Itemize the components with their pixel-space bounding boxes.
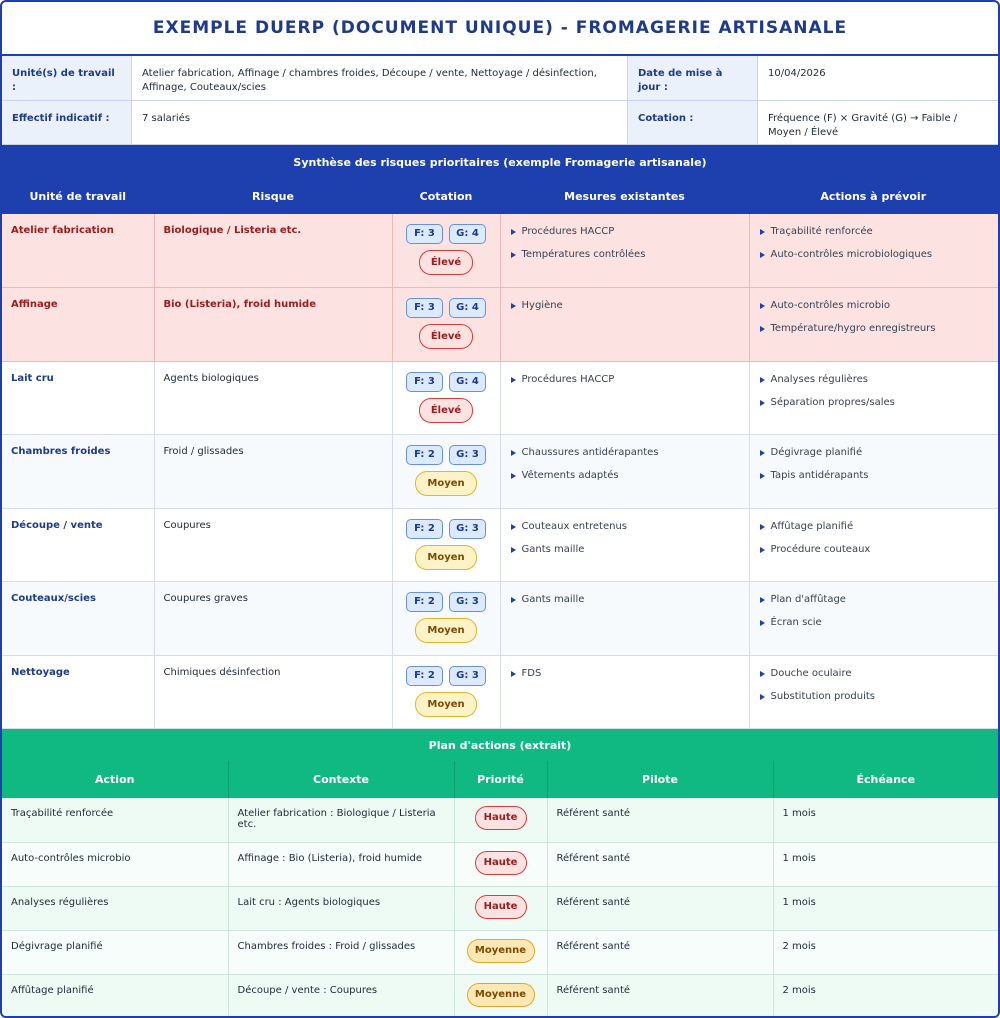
risk-cell [154,288,392,362]
risk-row [2,435,998,509]
plan-row [2,842,998,886]
action-plan-band: Plan d'actions (extrait) [2,729,998,761]
plan-row [2,798,998,842]
risk-row [2,214,998,288]
action-item: Écran scie [759,616,989,630]
unit-cell [2,582,154,656]
frequency-chip: F: 2 [406,666,443,686]
plan-row [2,886,998,930]
action-item: Température/hygro enregistreurs [759,322,989,336]
plan-pilot: Référent santé [547,974,773,1018]
plan-column-header: Pilote [547,761,773,798]
risk-table-body [2,214,998,729]
plan-context: Découpe / vente : Coupures [228,974,454,1018]
unit-cell [2,435,154,509]
action-item: Tapis antidérapants [759,469,989,483]
plan-context: Lait cru : Agents biologiques [228,886,454,930]
plan-due: 1 mois [773,886,998,930]
priority-badge: Haute [475,806,527,830]
actions-list [759,520,989,557]
risk-level-badge: Moyen [415,545,477,570]
frequency-chip: F: 2 [406,519,443,539]
risk-level-badge: Moyen [415,471,477,496]
measure-item: Gants maille [510,593,740,607]
date-label: Date de mise à jour : [628,56,758,101]
work-unit: Découpe / vente [11,519,103,531]
staff-value: 7 salariés [132,101,628,144]
risk-cell [154,435,392,509]
measure-item: Vêtements adaptés [510,469,740,483]
plan-priority-cell [454,886,547,930]
measures-cell [500,655,749,729]
work-unit: Chambres froides [11,446,111,457]
action-item: Douche oculaire [759,667,989,681]
work-unit: Atelier fabrication [11,225,114,236]
risk-column-header: Mesures existantes [500,179,749,214]
action-item: Auto-contrôles microbiologiques [759,248,989,262]
risk-row [2,582,998,656]
measures-list [510,520,740,557]
plan-row [2,930,998,974]
frequency-gravity [402,592,491,612]
plan-column-header: Priorité [454,761,547,798]
actions-list [759,667,989,704]
risk-level-badge: Élevé [419,398,473,423]
risk-text: Coupures graves [163,593,248,604]
risk-text: Bio (Listeria), froid humide [163,299,316,310]
action-item: Séparation propres/sales [759,396,989,410]
date-value: 10/04/2026 [758,56,998,101]
measure-item: Températures contrôlées [510,248,740,262]
actions-cell [749,508,998,582]
risk-level-badge: Moyen [415,692,477,717]
plan-action: Analyses régulières [2,886,228,930]
cotation-cell [392,361,500,435]
risk-text: Chimiques désinfection [163,666,281,678]
actions-list [759,225,989,262]
frequency-gravity [402,519,491,539]
units-value: Atelier fabrication, Affinage / chambres froides, Découpe / vente, Nettoyage / désinfection, Affinage, Couteaux/scies [132,56,628,101]
plan-pilot: Référent santé [547,798,773,842]
measures-cell [500,435,749,509]
frequency-chip: F: 2 [406,445,443,465]
plan-column-header: Action [2,761,228,798]
cotation-cell [392,655,500,729]
measure-item: Hygiène [510,299,740,313]
measure-item: Procédures HACCP [510,373,740,387]
risk-text: Biologique / Listeria etc. [163,225,302,236]
plan-due: 1 mois [773,842,998,886]
gravity-chip: G: 3 [449,592,486,612]
plan-context: Affinage : Bio (Listeria), froid humide [228,842,454,886]
measures-cell [500,361,749,435]
page-title: EXEMPLE DUERP (DOCUMENT UNIQUE) - FROMAGERIE ARTISANALE [2,2,998,56]
action-item: Substitution produits [759,690,989,704]
gravity-chip: G: 3 [449,519,486,539]
plan-action: Traçabilité renforcée [2,798,228,842]
plan-table-body [2,798,998,1018]
risk-text: Agents biologiques [163,372,259,384]
plan-action: Affûtage planifié [2,974,228,1018]
work-unit: Affinage [11,299,58,310]
plan-table-header [2,761,998,798]
priority-badge: Moyenne [467,983,535,1007]
measures-list [510,446,740,483]
plan-pilot: Référent santé [547,930,773,974]
actions-list [759,299,989,336]
frequency-gravity [402,372,491,392]
units-label: Unité(s) de travail : [2,56,132,101]
rating-value: Fréquence (F) × Gravité (G) → Faible / Moyen / Élevé [768,113,958,138]
measures-cell [500,508,749,582]
plan-context: Atelier fabrication : Biologique / Listeria etc. [228,798,454,842]
plan-row [2,974,998,1018]
frequency-gravity [402,224,491,244]
risk-row [2,655,998,729]
action-item: Analyses régulières [759,373,989,387]
risk-cell [154,655,392,729]
plan-due: 2 mois [773,930,998,974]
work-unit: Nettoyage [11,666,70,678]
plan-due: 1 mois [773,798,998,842]
plan-action: Auto-contrôles microbio [2,842,228,886]
cotation-cell [392,582,500,656]
actions-list [759,373,989,410]
measure-item: FDS [510,667,740,681]
risk-cell [154,508,392,582]
measures-list [510,667,740,681]
action-item: Dégivrage planifié [759,446,989,460]
risk-cell [154,361,392,435]
frequency-gravity [402,298,491,318]
plan-due: 2 mois [773,974,998,1018]
unit-cell [2,508,154,582]
gravity-chip: G: 4 [449,224,486,244]
plan-priority-cell [454,930,547,974]
risk-summary-band: Synthèse des risques prioritaires (exemple Fromagerie artisanale) [2,145,998,179]
risk-row [2,288,998,362]
measures-list [510,225,740,262]
plan-column-header: Échéance [773,761,998,798]
actions-list [759,446,989,483]
plan-pilot: Référent santé [547,886,773,930]
measures-cell [500,288,749,362]
actions-cell [749,361,998,435]
risk-row [2,508,998,582]
plan-pilot: Référent santé [547,842,773,886]
frequency-chip: F: 2 [406,592,443,612]
action-item: Auto-contrôles microbio [759,299,989,313]
priority-badge: Moyenne [467,939,535,963]
measures-list [510,373,740,387]
gravity-chip: G: 4 [449,372,486,392]
work-unit: Couteaux/scies [11,593,96,604]
risk-column-header: Cotation [392,179,500,214]
priority-badge: Haute [475,851,527,875]
gravity-chip: G: 4 [449,298,486,318]
info-grid [2,56,998,145]
measures-cell [500,582,749,656]
risk-text: Froid / glissades [163,446,244,457]
measures-list [510,299,740,313]
action-item: Affûtage planifié [759,520,989,534]
actions-cell [749,214,998,288]
plan-priority-cell [454,798,547,842]
unit-cell [2,361,154,435]
risk-cell [154,582,392,656]
measure-item: Procédures HACCP [510,225,740,239]
unit-cell [2,655,154,729]
risk-column-header: Actions à prévoir [749,179,998,214]
plan-priority-cell [454,974,547,1018]
plan-action: Dégivrage planifié [2,930,228,974]
measure-item: Chaussures antidérapantes [510,446,740,460]
actions-cell [749,288,998,362]
staff-label: Effectif indicatif : [2,101,132,144]
frequency-gravity [402,445,491,465]
plan-context: Chambres froides : Froid / glissades [228,930,454,974]
risk-row [2,361,998,435]
action-plan-table [2,761,998,1018]
risk-level-badge: Élevé [419,324,473,349]
actions-list [759,593,989,630]
actions-cell [749,582,998,656]
plan-priority-cell [454,842,547,886]
risk-level-badge: Moyen [415,618,477,643]
frequency-gravity [402,666,491,686]
plan-column-header: Contexte [228,761,454,798]
frequency-chip: F: 3 [406,298,443,318]
priority-badge: Haute [475,895,527,919]
gravity-chip: G: 3 [449,666,486,686]
action-item: Procédure couteaux [759,543,989,557]
risk-column-header: Unité de travail [2,179,154,214]
action-item: Plan d'affûtage [759,593,989,607]
risk-table-header [2,179,998,214]
cotation-cell [392,435,500,509]
measures-list [510,593,740,607]
measure-item: Gants maille [510,543,740,557]
measures-cell [500,214,749,288]
risk-column-header: Risque [154,179,392,214]
unit-cell [2,288,154,362]
cotation-cell [392,508,500,582]
risk-table [2,179,998,729]
frequency-chip: F: 3 [406,224,443,244]
measure-item: Couteaux entretenus [510,520,740,534]
actions-cell [749,435,998,509]
unit-cell [2,214,154,288]
cotation-cell [392,214,500,288]
gravity-chip: G: 3 [449,445,486,465]
work-unit: Lait cru [11,372,54,384]
actions-cell [749,655,998,729]
rating-label: Cotation : [628,101,758,144]
frequency-chip: F: 3 [406,372,443,392]
risk-level-badge: Élevé [419,250,473,275]
risk-text: Coupures [163,519,211,531]
cotation-cell [392,288,500,362]
action-item: Traçabilité renforcée [759,225,989,239]
risk-cell [154,214,392,288]
